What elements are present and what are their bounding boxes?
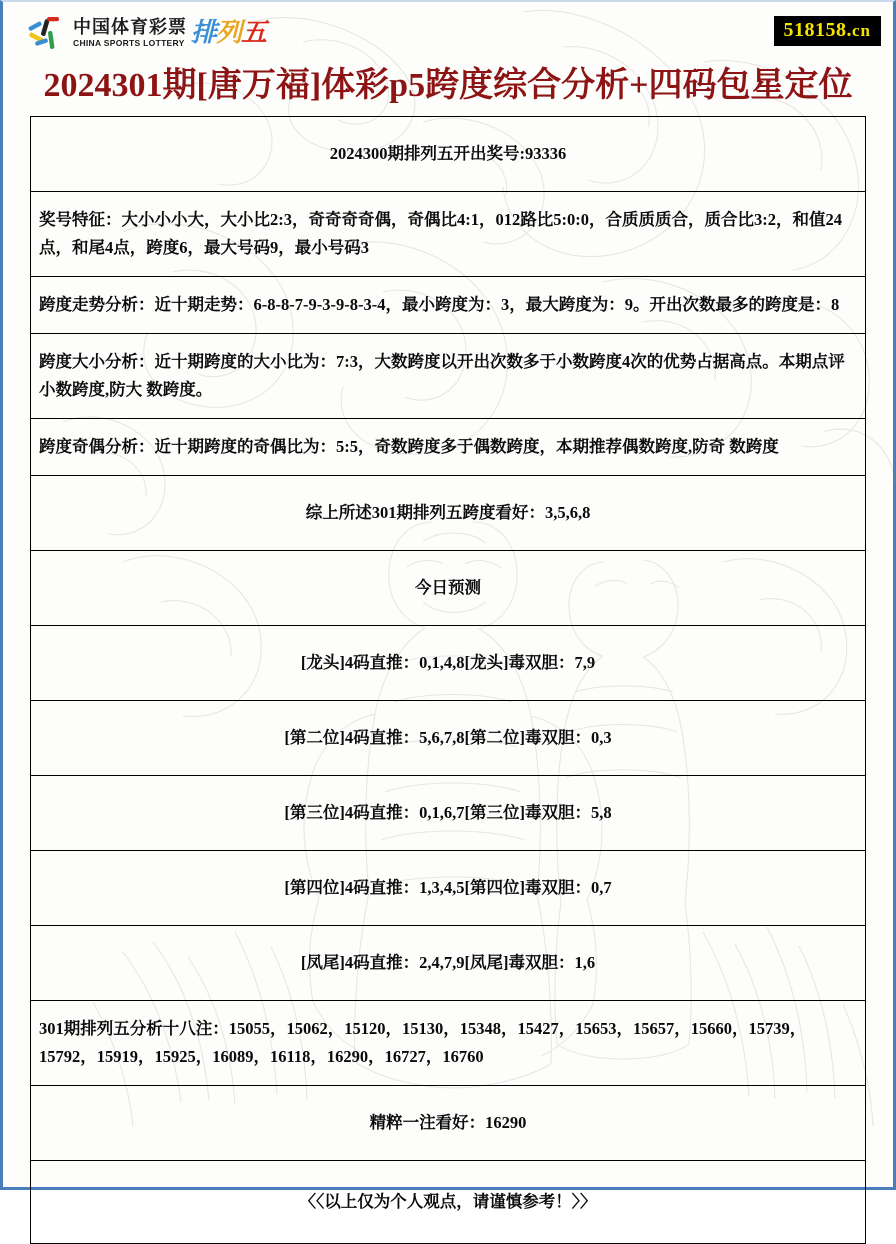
page-title: 2024301期[唐万福]体彩p5跨度综合分析+四码包星定位 (43, 67, 853, 104)
site-header (3, 2, 893, 64)
span-size-analysis-cell: 跨度大小分析：近十期跨度的大小比为：7:3，大数跨度以开出次数多于小数跨度4次的优势占据高点。本期点评小数跨度,防大 数跨度。 (31, 334, 866, 419)
eighteen-bets-cell: 301期排列五分析十八注：15055，15062，15120，15130，15348，15427，15653，15657，15660，15739，15792，15919，15925，16089，16118，16290，16727，16760 (31, 1001, 866, 1086)
table-row (31, 1086, 866, 1161)
logo-english-name: CHINA SPORTS LOTTERY (73, 37, 185, 48)
logo-wordmark (73, 12, 187, 54)
table-row (31, 192, 866, 277)
forecast-position-1-cell: [龙头]4码直推：0,1,4,8[龙头]毒双胆：7,9 (31, 626, 866, 701)
table-row (31, 926, 866, 1001)
logo-game-name (191, 18, 266, 48)
table-row (31, 776, 866, 851)
analysis-table-body (31, 117, 866, 1244)
span-trend-analysis-cell: 跨度走势分析：近十期走势：6-8-8-7-9-3-9-8-3-4，最小跨度为：3，最大跨度为：9。开出次数最多的跨度是：8 (31, 277, 866, 334)
today-forecast-heading-cell: 今日预测 (31, 551, 866, 626)
table-row (31, 419, 866, 476)
best-single-bet-cell: 精粹一注看好：16290 (31, 1086, 866, 1161)
site-watermark-domain: 518158. (783, 19, 852, 41)
logo-game-char-3: 五 (241, 18, 267, 48)
analysis-table (30, 116, 866, 1244)
forecast-position-5-cell: [凤尾]4码直推：2,4,7,9[凤尾]毒双胆：1,6 (31, 926, 866, 1001)
prize-features-cell: 奖号特征：大小小小大，大小比2:3，奇奇奇奇偶，奇偶比4:1，012路比5:0:0，合质质质合，质合比3:2，和值24点，和尾4点，跨度6，最大号码9，最小号码3 (31, 192, 866, 277)
disclaimer-cell: 〈〈以上仅为个人观点，请谨慎参考！〉〉 (31, 1161, 866, 1244)
forecast-position-3-cell: [第三位]4码直推：0,1,6,7[第三位]毒双胆：5,8 (31, 776, 866, 851)
logo-chinese-name: 中国体育彩票 (73, 16, 187, 38)
span-parity-analysis-cell: 跨度奇偶分析：近十期跨度的奇偶比为：5:5，奇数跨度多于偶数跨度，本期推荐偶数跨度,防奇 数跨度 (31, 419, 866, 476)
forecast-position-4-cell: [第四位]4码直推：1,3,4,5[第四位]毒双胆：0,7 (31, 851, 866, 926)
page-content (3, 2, 893, 1244)
logo-game-char-2: 列 (216, 18, 242, 48)
logo-game-char-1: 排 (191, 18, 217, 48)
lottery-logo (25, 10, 305, 56)
sports-lottery-logo-icon (25, 13, 69, 53)
table-row (31, 1161, 866, 1244)
forecast-position-2-cell: [第二位]4码直推：5,6,7,8[第二位]毒双胆：0,3 (31, 701, 866, 776)
draw-result-cell: 2024300期排列五开出奖号:93336 (31, 117, 866, 192)
table-row (31, 476, 866, 551)
table-row (31, 1001, 866, 1086)
site-watermark-tld: cn (852, 21, 871, 40)
table-row (31, 277, 866, 334)
table-row (31, 626, 866, 701)
span-summary-cell: 综上所述301期排列五跨度看好：3,5,6,8 (31, 476, 866, 551)
table-row (31, 851, 866, 926)
table-row (31, 701, 866, 776)
site-watermark-badge (774, 16, 882, 46)
table-row (31, 334, 866, 419)
table-row (31, 551, 866, 626)
table-row (31, 117, 866, 192)
